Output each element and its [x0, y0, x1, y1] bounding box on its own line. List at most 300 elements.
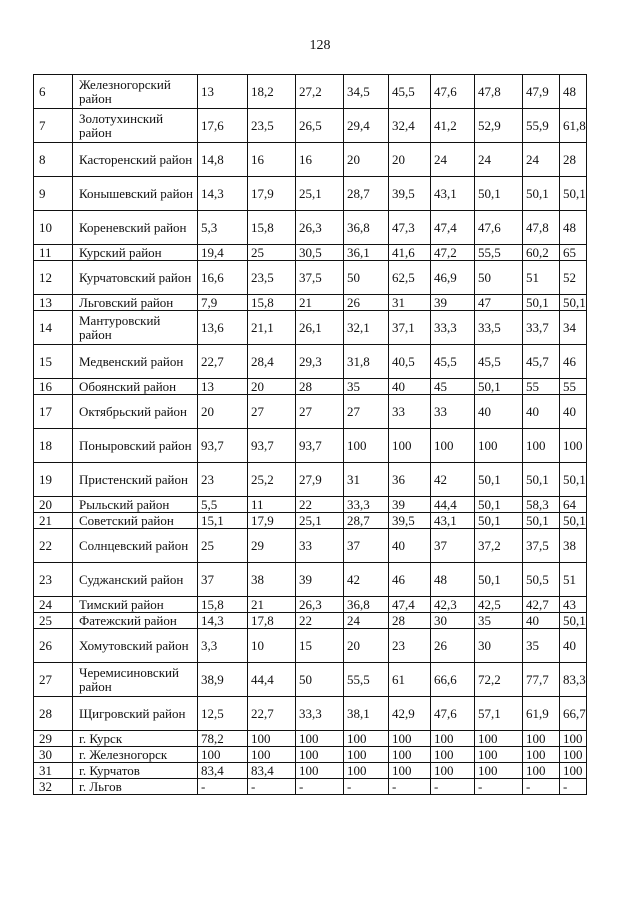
table-row — [34, 345, 587, 379]
value-cell: 17,9 — [248, 177, 296, 211]
value-cell: 55,5 — [344, 663, 389, 697]
value-cell: 21 — [248, 597, 296, 613]
value-cell: 26,5 — [296, 109, 344, 143]
value-cell: 93,7 — [248, 429, 296, 463]
value-cell: 26 — [431, 629, 475, 663]
value-cell: 41,2 — [431, 109, 475, 143]
value-cell: 22,7 — [198, 345, 248, 379]
table-body — [34, 75, 587, 795]
value-cell: 30 — [475, 629, 523, 663]
value-cell: 32,1 — [344, 311, 389, 345]
value-cell: 23,5 — [248, 109, 296, 143]
table-row — [34, 463, 587, 497]
value-cell: 13 — [198, 379, 248, 395]
value-cell: 50,1 — [523, 295, 560, 311]
value-cell: 44,4 — [248, 663, 296, 697]
value-cell: 50 — [344, 261, 389, 295]
value-cell: 33,3 — [296, 697, 344, 731]
value-cell: 33 — [296, 529, 344, 563]
value-cell: 42,7 — [523, 597, 560, 613]
value-cell: 37,5 — [523, 529, 560, 563]
value-cell: 100 — [475, 747, 523, 763]
value-cell: 47,8 — [475, 75, 523, 109]
value-cell: 27 — [296, 395, 344, 429]
value-cell: 40 — [389, 379, 431, 395]
value-cell: 16 — [248, 143, 296, 177]
value-cell: - — [431, 779, 475, 795]
value-cell: 40,5 — [389, 345, 431, 379]
row-number-cell: 26 — [34, 629, 73, 663]
value-cell: - — [344, 779, 389, 795]
value-cell: 100 — [560, 429, 587, 463]
table-row — [34, 261, 587, 295]
value-cell: 50,1 — [475, 563, 523, 597]
value-cell: 61,9 — [523, 697, 560, 731]
page-number: 128 — [309, 38, 331, 53]
value-cell: 15,8 — [248, 295, 296, 311]
value-cell: 45,5 — [475, 345, 523, 379]
value-cell: 48 — [431, 563, 475, 597]
value-cell: 25,1 — [296, 513, 344, 529]
value-cell: 50,1 — [560, 513, 587, 529]
value-cell: 29,3 — [296, 345, 344, 379]
district-name-cell: Курский район — [73, 245, 198, 261]
value-cell: 20 — [344, 629, 389, 663]
value-cell: 100 — [248, 747, 296, 763]
value-cell: - — [560, 779, 587, 795]
value-cell: 100 — [431, 731, 475, 747]
value-cell: 30,5 — [296, 245, 344, 261]
value-cell: 55,5 — [475, 245, 523, 261]
value-cell: 37,2 — [475, 529, 523, 563]
value-cell: 39,5 — [389, 513, 431, 529]
row-number-cell: 32 — [34, 779, 73, 795]
value-cell: 100 — [523, 747, 560, 763]
value-cell: 24 — [523, 143, 560, 177]
district-name-cell: Щигровский район — [73, 697, 198, 731]
value-cell: 20 — [389, 143, 431, 177]
value-cell: 23,5 — [248, 261, 296, 295]
value-cell: 50,1 — [560, 613, 587, 629]
value-cell: 47,8 — [523, 211, 560, 245]
value-cell: 42 — [344, 563, 389, 597]
row-number-cell: 25 — [34, 613, 73, 629]
value-cell: 47,4 — [389, 597, 431, 613]
value-cell: 26 — [344, 295, 389, 311]
table-row — [34, 697, 587, 731]
row-number-cell: 13 — [34, 295, 73, 311]
value-cell: 55 — [523, 379, 560, 395]
value-cell: 24 — [344, 613, 389, 629]
value-cell: 50 — [296, 663, 344, 697]
value-cell: 100 — [344, 731, 389, 747]
row-number-cell: 27 — [34, 663, 73, 697]
row-number-cell: 28 — [34, 697, 73, 731]
table-row — [34, 597, 587, 613]
value-cell: 14,3 — [198, 613, 248, 629]
table-row — [34, 747, 587, 763]
value-cell: 42 — [431, 463, 475, 497]
table-row — [34, 563, 587, 597]
value-cell: 100 — [523, 731, 560, 747]
value-cell: 33,3 — [344, 497, 389, 513]
row-number-cell: 24 — [34, 597, 73, 613]
value-cell: 32,4 — [389, 109, 431, 143]
value-cell: 33,7 — [523, 311, 560, 345]
table-row — [34, 395, 587, 429]
district-name-cell: Мантуровский район — [73, 311, 198, 345]
value-cell: 45,5 — [431, 345, 475, 379]
value-cell: 93,7 — [296, 429, 344, 463]
value-cell: 31 — [389, 295, 431, 311]
value-cell: 36 — [389, 463, 431, 497]
value-cell: 47,3 — [389, 211, 431, 245]
district-data-table — [33, 74, 587, 795]
table-row — [34, 497, 587, 513]
value-cell: 47,2 — [431, 245, 475, 261]
value-cell: 28,7 — [344, 513, 389, 529]
value-cell: 36,8 — [344, 597, 389, 613]
value-cell: 61 — [389, 663, 431, 697]
value-cell: 3,3 — [198, 629, 248, 663]
value-cell: 31,8 — [344, 345, 389, 379]
value-cell: 60,2 — [523, 245, 560, 261]
value-cell: 39,5 — [389, 177, 431, 211]
district-name-cell: г. Льгов — [73, 779, 198, 795]
value-cell: 100 — [560, 763, 587, 779]
value-cell: 15,8 — [198, 597, 248, 613]
value-cell: 50,1 — [475, 379, 523, 395]
district-name-cell: Черемисиновский район — [73, 663, 198, 697]
value-cell: - — [198, 779, 248, 795]
value-cell: 100 — [248, 731, 296, 747]
row-number-cell: 23 — [34, 563, 73, 597]
table-row — [34, 311, 587, 345]
row-number-cell: 18 — [34, 429, 73, 463]
value-cell: 100 — [523, 429, 560, 463]
district-name-cell: Суджанский район — [73, 563, 198, 597]
value-cell: 29 — [248, 529, 296, 563]
value-cell: 46 — [560, 345, 587, 379]
value-cell: 17,9 — [248, 513, 296, 529]
value-cell: 83,4 — [198, 763, 248, 779]
value-cell: 47,4 — [431, 211, 475, 245]
value-cell: 100 — [389, 763, 431, 779]
value-cell: 36,1 — [344, 245, 389, 261]
value-cell: 45,5 — [389, 75, 431, 109]
value-cell: 38,1 — [344, 697, 389, 731]
table-row — [34, 245, 587, 261]
value-cell: 23 — [389, 629, 431, 663]
value-cell: 40 — [523, 395, 560, 429]
value-cell: - — [248, 779, 296, 795]
value-cell: 78,2 — [198, 731, 248, 747]
value-cell: 21 — [296, 295, 344, 311]
value-cell: 24 — [431, 143, 475, 177]
value-cell: 7,9 — [198, 295, 248, 311]
value-cell: 64 — [560, 497, 587, 513]
value-cell: 100 — [296, 763, 344, 779]
value-cell: 37 — [198, 563, 248, 597]
value-cell: 42,3 — [431, 597, 475, 613]
value-cell: 100 — [475, 429, 523, 463]
table-row — [34, 763, 587, 779]
value-cell: 100 — [389, 429, 431, 463]
value-cell: 39 — [296, 563, 344, 597]
value-cell: 35 — [475, 613, 523, 629]
district-name-cell: Обоянский район — [73, 379, 198, 395]
value-cell: 47,6 — [431, 75, 475, 109]
district-name-cell: г. Курчатов — [73, 763, 198, 779]
row-number-cell: 21 — [34, 513, 73, 529]
value-cell: 17,6 — [198, 109, 248, 143]
value-cell: 27,2 — [296, 75, 344, 109]
district-name-cell: Октябрьский район — [73, 395, 198, 429]
value-cell: 47 — [475, 295, 523, 311]
value-cell: 50 — [475, 261, 523, 295]
value-cell: 46,9 — [431, 261, 475, 295]
row-number-cell: 16 — [34, 379, 73, 395]
value-cell: 36,8 — [344, 211, 389, 245]
value-cell: 33 — [431, 395, 475, 429]
district-name-cell: Рыльский район — [73, 497, 198, 513]
value-cell: 77,7 — [523, 663, 560, 697]
value-cell: 43,1 — [431, 177, 475, 211]
district-name-cell: Конышевский район — [73, 177, 198, 211]
row-number-cell: 11 — [34, 245, 73, 261]
value-cell: 22 — [296, 613, 344, 629]
value-cell: 35 — [523, 629, 560, 663]
row-number-cell: 17 — [34, 395, 73, 429]
value-cell: 15,8 — [248, 211, 296, 245]
value-cell: 93,7 — [198, 429, 248, 463]
district-name-cell: Золотухинский район — [73, 109, 198, 143]
row-number-cell: 20 — [34, 497, 73, 513]
value-cell: 52,9 — [475, 109, 523, 143]
value-cell: 66,6 — [431, 663, 475, 697]
value-cell: 35 — [344, 379, 389, 395]
value-cell: 38 — [560, 529, 587, 563]
district-name-cell: Кореневский район — [73, 211, 198, 245]
table-row — [34, 75, 587, 109]
value-cell: 44,4 — [431, 497, 475, 513]
value-cell: 50,1 — [475, 497, 523, 513]
value-cell: 100 — [344, 763, 389, 779]
value-cell: - — [389, 779, 431, 795]
table-row — [34, 731, 587, 747]
value-cell: 37 — [344, 529, 389, 563]
value-cell: 43 — [560, 597, 587, 613]
value-cell: 17,8 — [248, 613, 296, 629]
district-name-cell: Фатежский район — [73, 613, 198, 629]
table-row — [34, 429, 587, 463]
value-cell: - — [523, 779, 560, 795]
value-cell: 5,5 — [198, 497, 248, 513]
value-cell: 100 — [344, 429, 389, 463]
value-cell: 48 — [560, 211, 587, 245]
row-number-cell: 29 — [34, 731, 73, 747]
table-row — [34, 109, 587, 143]
value-cell: 20 — [344, 143, 389, 177]
value-cell: 100 — [475, 731, 523, 747]
value-cell: 14,3 — [198, 177, 248, 211]
value-cell: 100 — [560, 731, 587, 747]
value-cell: 25 — [198, 529, 248, 563]
district-name-cell: Медвенский район — [73, 345, 198, 379]
value-cell: 33,5 — [475, 311, 523, 345]
value-cell: 33 — [389, 395, 431, 429]
value-cell: 22 — [296, 497, 344, 513]
value-cell: 50,1 — [475, 463, 523, 497]
value-cell: 100 — [523, 763, 560, 779]
value-cell: 61,8 — [560, 109, 587, 143]
row-number-cell: 30 — [34, 747, 73, 763]
value-cell: 100 — [389, 747, 431, 763]
value-cell: 55 — [560, 379, 587, 395]
table-row — [34, 629, 587, 663]
value-cell: 39 — [389, 497, 431, 513]
table-row — [34, 211, 587, 245]
district-name-cell: Советский район — [73, 513, 198, 529]
value-cell: 47,6 — [475, 211, 523, 245]
value-cell: 24 — [475, 143, 523, 177]
row-number-cell: 12 — [34, 261, 73, 295]
row-number-cell: 9 — [34, 177, 73, 211]
value-cell: 39 — [431, 295, 475, 311]
value-cell: 100 — [296, 747, 344, 763]
value-cell: 50,5 — [523, 563, 560, 597]
row-number-cell: 19 — [34, 463, 73, 497]
value-cell: 5,3 — [198, 211, 248, 245]
value-cell: 12,5 — [198, 697, 248, 731]
value-cell: 100 — [198, 747, 248, 763]
district-name-cell: Льговский район — [73, 295, 198, 311]
district-name-cell: Курчатовский район — [73, 261, 198, 295]
table-row — [34, 513, 587, 529]
row-number-cell: 14 — [34, 311, 73, 345]
district-name-cell: Солнцевский район — [73, 529, 198, 563]
value-cell: 30 — [431, 613, 475, 629]
value-cell: 100 — [431, 747, 475, 763]
value-cell: - — [296, 779, 344, 795]
value-cell: 34,5 — [344, 75, 389, 109]
table-row — [34, 295, 587, 311]
value-cell: 16 — [296, 143, 344, 177]
row-number-cell: 31 — [34, 763, 73, 779]
row-number-cell: 10 — [34, 211, 73, 245]
value-cell: 47,6 — [431, 697, 475, 731]
value-cell: 28,7 — [344, 177, 389, 211]
value-cell: 66,7 — [560, 697, 587, 731]
value-cell: 27 — [344, 395, 389, 429]
value-cell: 26,3 — [296, 597, 344, 613]
value-cell: 18,2 — [248, 75, 296, 109]
value-cell: 47,9 — [523, 75, 560, 109]
value-cell: 16,6 — [198, 261, 248, 295]
value-cell: 50,1 — [560, 463, 587, 497]
row-number-cell: 8 — [34, 143, 73, 177]
value-cell: 33,3 — [431, 311, 475, 345]
table-row — [34, 379, 587, 395]
value-cell: 28 — [389, 613, 431, 629]
table-row — [34, 613, 587, 629]
value-cell: 50,1 — [560, 295, 587, 311]
value-cell: 25 — [248, 245, 296, 261]
value-cell: 46 — [389, 563, 431, 597]
value-cell: 51 — [523, 261, 560, 295]
value-cell: 50,1 — [475, 513, 523, 529]
row-number-cell: 15 — [34, 345, 73, 379]
value-cell: 15,1 — [198, 513, 248, 529]
value-cell: 50,1 — [523, 513, 560, 529]
table-row — [34, 529, 587, 563]
value-cell: 15 — [296, 629, 344, 663]
value-cell: 58,3 — [523, 497, 560, 513]
district-name-cell: Поныровский район — [73, 429, 198, 463]
district-name-cell: Тимский район — [73, 597, 198, 613]
value-cell: 21,1 — [248, 311, 296, 345]
value-cell: 40 — [475, 395, 523, 429]
value-cell: 45,7 — [523, 345, 560, 379]
value-cell: 10 — [248, 629, 296, 663]
row-number-cell: 22 — [34, 529, 73, 563]
value-cell: 50,1 — [560, 177, 587, 211]
value-cell: 38 — [248, 563, 296, 597]
value-cell: 62,5 — [389, 261, 431, 295]
value-cell: 27,9 — [296, 463, 344, 497]
district-name-cell: г. Курск — [73, 731, 198, 747]
value-cell: 28 — [560, 143, 587, 177]
district-name-cell: Железногорский район — [73, 75, 198, 109]
table-row — [34, 779, 587, 795]
value-cell: 28 — [296, 379, 344, 395]
value-cell: 45 — [431, 379, 475, 395]
value-cell: 40 — [389, 529, 431, 563]
value-cell: 100 — [431, 763, 475, 779]
value-cell: 43,1 — [431, 513, 475, 529]
value-cell: 31 — [344, 463, 389, 497]
value-cell: 14,8 — [198, 143, 248, 177]
value-cell: 27 — [248, 395, 296, 429]
value-cell: 19,4 — [198, 245, 248, 261]
value-cell: 23 — [198, 463, 248, 497]
value-cell: 26,1 — [296, 311, 344, 345]
value-cell: 37,5 — [296, 261, 344, 295]
table-row — [34, 177, 587, 211]
value-cell: 50,1 — [523, 463, 560, 497]
value-cell: 48 — [560, 75, 587, 109]
value-cell: 41,6 — [389, 245, 431, 261]
value-cell: 100 — [389, 731, 431, 747]
district-name-cell: Пристенский район — [73, 463, 198, 497]
value-cell: 100 — [431, 429, 475, 463]
value-cell: 22,7 — [248, 697, 296, 731]
value-cell: 51 — [560, 563, 587, 597]
value-cell: 42,9 — [389, 697, 431, 731]
value-cell: 25,1 — [296, 177, 344, 211]
value-cell: 42,5 — [475, 597, 523, 613]
value-cell: 100 — [475, 763, 523, 779]
value-cell: 83,3 — [560, 663, 587, 697]
value-cell: 29,4 — [344, 109, 389, 143]
value-cell: - — [475, 779, 523, 795]
value-cell: 52 — [560, 261, 587, 295]
value-cell: 83,4 — [248, 763, 296, 779]
value-cell: 13,6 — [198, 311, 248, 345]
value-cell: 40 — [560, 629, 587, 663]
value-cell: 50,1 — [523, 177, 560, 211]
value-cell: 13 — [198, 75, 248, 109]
